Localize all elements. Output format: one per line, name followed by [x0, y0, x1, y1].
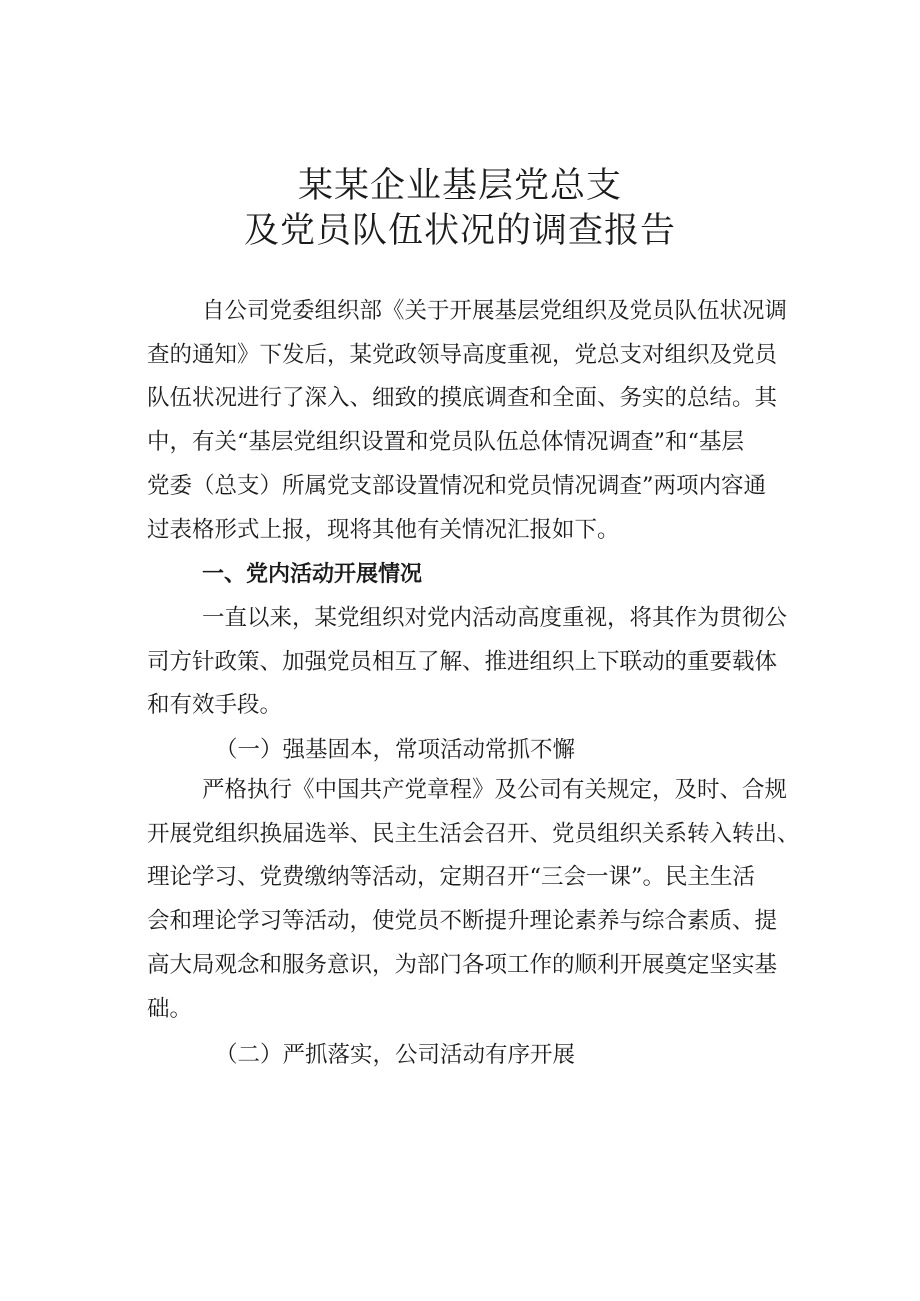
subsection1-line: 开展党组织换届选举、民主生活会召开、党员组织关系转入转出、 [147, 820, 800, 847]
section1-paragraph [147, 597, 807, 728]
section-heading: 一、党内活动开展情况 [202, 562, 423, 587]
intro-paragraph [147, 290, 807, 552]
subsection-heading: （二）严抓落实，公司活动有序开展 [215, 1042, 576, 1068]
intro-line: 队伍状况进行了深入、细致的摸底调查和全面、务实的总结。其 [147, 385, 778, 412]
section1-line: 司方针政策、加强党员相互了解、推进组织上下联动的重要载体 [147, 648, 778, 675]
subsection1-line: 理论学习、党费缴纳等活动，定期召开“三会一课”。民主生活 [147, 864, 756, 891]
intro-line: 查的通知》下发后，某党政领导高度重视，党总支对组织及党员 [147, 341, 778, 368]
document-title-line-1: 某某企业基层党总支 [297, 166, 622, 206]
subsection1-paragraph [147, 769, 807, 1031]
intro-line: 过表格形式上报，现将其他有关情况汇报如下。 [147, 516, 620, 543]
subsection1-line: 础。 [147, 995, 193, 1022]
intro-line: 党委（总支）所属党支部设置情况和党员情况调查”两项内容通 [147, 472, 767, 499]
document-title-line-2: 及党员队伍状况的调查报告 [243, 211, 676, 251]
subsection1-line: 严格执行《中国共产党章程》及公司有关规定，及时、合规 [202, 777, 788, 803]
subsection-heading: （一）强基固本，常项活动常抓不懈 [215, 737, 576, 763]
intro-line: 自公司党委组织部《关于开展基层党组织及党员队伍状况调 [202, 298, 788, 324]
section1-line: 和有效手段。 [147, 692, 283, 719]
subsection1-line: 会和理论学习等活动，使党员不断提升理论素养与综合素质、提 [147, 908, 778, 935]
intro-line: 中，有关“基层党组织设置和党员队伍总体情况调查”和“基层 [147, 429, 745, 456]
subsection1-line: 高大局观念和服务意识，为部门各项工作的顺利开展奠定坚实基 [147, 951, 778, 978]
section1-line: 一直以来，某党组织对党内活动高度重视，将其作为贯彻公 [202, 605, 788, 631]
